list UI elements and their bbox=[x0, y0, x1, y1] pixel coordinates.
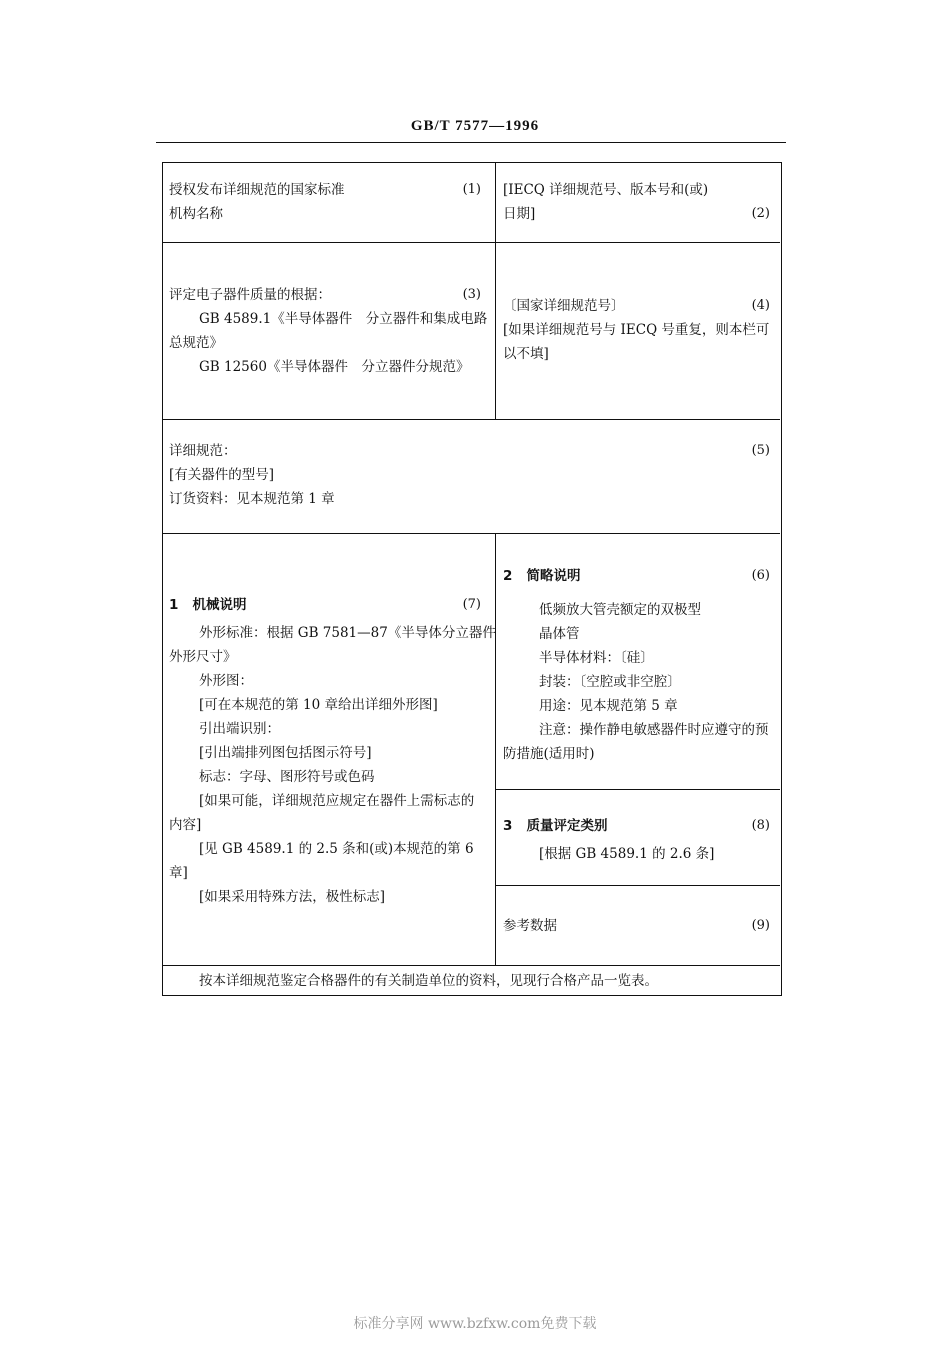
cell-authority bbox=[169, 178, 491, 226]
text-line: [如果可能，详细规范应规定在器件上需标志的 bbox=[199, 793, 475, 809]
text-line: 总规范》 bbox=[169, 335, 223, 351]
text-line: 〔国家详细规范号〕 bbox=[503, 298, 625, 314]
text-line: 低频放大管壳额定的双极型 bbox=[539, 602, 701, 618]
cell-brief-description bbox=[503, 564, 780, 766]
cell-number: (6) bbox=[751, 568, 770, 583]
cell-iecq-number bbox=[503, 178, 780, 226]
text-line: 详细规范： bbox=[169, 443, 237, 459]
cell-number: (1) bbox=[462, 182, 481, 197]
text-line: 按本详细规范鉴定合格器件的有关制造单位的资料，见现行合格产品一览表。 bbox=[199, 973, 658, 989]
text-line: 外形标准：根据 GB 7581—87《半导体分立器件 bbox=[199, 625, 496, 641]
section-heading bbox=[503, 814, 780, 838]
cell-number: (8) bbox=[751, 818, 770, 833]
cell-number: (7) bbox=[462, 597, 481, 612]
text-line: 标志：字母、图形符号或色码 bbox=[199, 769, 375, 785]
text-line: 章] bbox=[169, 865, 188, 881]
text-line: 注意：操作静电敏感器件时应遵守的预 bbox=[539, 722, 769, 738]
cell-national-spec-number bbox=[503, 294, 780, 366]
cell-number: (3) bbox=[462, 287, 481, 302]
cell-number: (5) bbox=[751, 443, 770, 458]
cell-number: (2) bbox=[751, 206, 770, 221]
standard-number: GB/T 7577—1996 bbox=[410, 118, 540, 134]
section-title: 参考数据 bbox=[503, 918, 557, 934]
divider-h-5 bbox=[495, 885, 780, 886]
text-line-row bbox=[503, 202, 780, 226]
text-line: 授权发布详细规范的国家标准 bbox=[169, 182, 345, 198]
text-line: 内容] bbox=[169, 817, 202, 833]
text-line: [IECQ 详细规范号、版本号和(或) bbox=[503, 182, 709, 198]
divider-v-bottom bbox=[495, 533, 496, 965]
divider-h-1 bbox=[163, 242, 780, 243]
divider-h-4 bbox=[495, 789, 780, 790]
cell-quality-category bbox=[503, 814, 780, 866]
section-title: 质量评定类别 bbox=[526, 818, 608, 834]
section-title: 简略说明 bbox=[526, 568, 581, 584]
text-line: 晶体管 bbox=[539, 626, 580, 642]
section-index: 1 bbox=[169, 597, 179, 613]
text-line: 封装：〔空腔或非空腔〕 bbox=[539, 674, 681, 690]
divider-h-3 bbox=[163, 533, 780, 534]
cell-number: (4) bbox=[751, 298, 770, 313]
text-line: 引出端识别： bbox=[199, 721, 280, 737]
text-line: [如果详细规范号与 IECQ 号重复，则本栏可 bbox=[503, 322, 770, 338]
header-rule bbox=[156, 142, 786, 143]
cell-reference-data bbox=[503, 914, 780, 938]
text-line: 半导体材料：〔硅〕 bbox=[539, 650, 654, 666]
cell-quality-basis bbox=[169, 283, 491, 379]
section-heading bbox=[503, 564, 780, 588]
cell-number: (9) bbox=[751, 918, 770, 933]
cell-mechanical-description bbox=[169, 593, 496, 909]
spec-table bbox=[162, 162, 782, 996]
cell-title: 评定电子器件质量的根据： bbox=[169, 287, 331, 303]
divider-h-2 bbox=[163, 419, 780, 420]
text-line: GB 12560《半导体器件 分立器件分规范》 bbox=[199, 359, 470, 375]
text-line: [如果采用特殊方法，极性标志] bbox=[199, 889, 386, 905]
section-title: 机械说明 bbox=[192, 597, 247, 613]
text-line: 防措施(适用时) bbox=[503, 746, 595, 762]
section-heading bbox=[169, 593, 491, 617]
text-line: 外形尺寸》 bbox=[169, 649, 237, 665]
text-line: 订货资料：见本规范第 1 章 bbox=[169, 491, 335, 507]
cell-detail-spec bbox=[169, 439, 780, 511]
text-line: [可在本规范的第 10 章给出详细外形图] bbox=[199, 697, 438, 713]
section-index: 3 bbox=[503, 818, 513, 834]
text-line: [见 GB 4589.1 的 2.5 条和(或)本规范的第 6 bbox=[199, 841, 474, 857]
text-line: 外形图： bbox=[199, 673, 253, 689]
text-line: 机构名称 bbox=[169, 206, 223, 222]
text-line: [引出端排列图包括图示符号] bbox=[199, 745, 372, 761]
divider-h-6 bbox=[163, 965, 780, 966]
text-line: [根据 GB 4589.1 的 2.6 条] bbox=[539, 846, 715, 862]
text-line: 以不填] bbox=[503, 346, 549, 362]
section-index: 2 bbox=[503, 568, 513, 584]
cell-manufacturer-note bbox=[199, 969, 779, 993]
watermark: 标准分享网 www.bzfxw.com免费下载 bbox=[353, 1316, 597, 1332]
text-line: GB 4589.1《半导体器件 分立器件和集成电路 bbox=[199, 311, 488, 327]
text-line: 用途：见本规范第 5 章 bbox=[539, 698, 678, 714]
divider-v-top bbox=[495, 163, 496, 419]
text-line: [有关器件的型号] bbox=[169, 467, 275, 483]
text-line: 日期] bbox=[503, 206, 536, 222]
